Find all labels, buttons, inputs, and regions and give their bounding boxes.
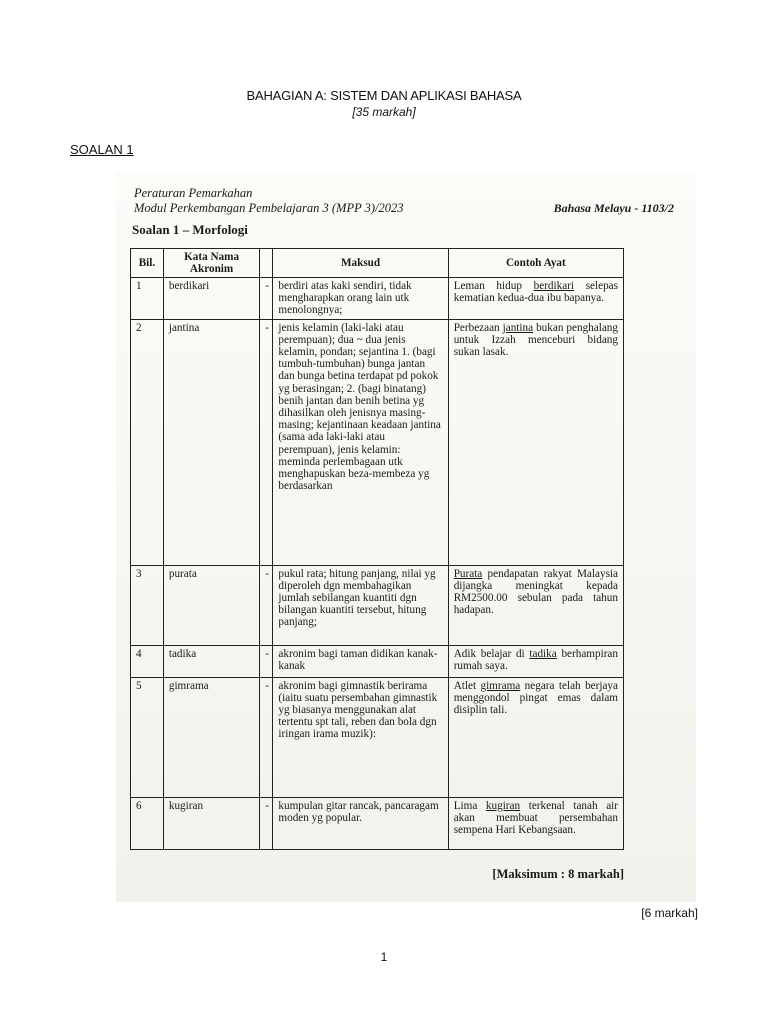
- cell-maksud: kumpulan gitar rancak, pancaragam moden yg popular.: [273, 797, 448, 849]
- table-row: [131, 565, 624, 645]
- page-title: BAHAGIAN A: SISTEM DAN APLIKASI BAHASA: [246, 88, 522, 103]
- scan-section-title: Soalan 1 – Morfologi: [132, 222, 248, 237]
- cell-kata: jantina: [163, 319, 259, 565]
- ayat-text-after: terkenal tanah air akan membuat persembahan sempena Hari Kebangsaan.: [453, 799, 618, 837]
- cell-kata: tadika: [163, 645, 259, 677]
- cell-kata: kugiran: [163, 797, 259, 849]
- cell-dash: -: [260, 645, 273, 677]
- cell-kata: purata: [163, 565, 259, 645]
- cell-ayat: [448, 645, 623, 677]
- cell-no: 2: [131, 319, 164, 565]
- ayat-text-before: Lima: [453, 799, 486, 812]
- cell-no: 3: [131, 565, 164, 645]
- column-header-kata: Kata Nama Akronim: [163, 249, 259, 278]
- ayat-keyword: gimrama: [480, 679, 521, 692]
- page-subtitle: [35 markah]: [352, 105, 416, 119]
- section-heading: SOALAN 1: [70, 142, 134, 157]
- cell-dash: -: [260, 319, 273, 565]
- answer-table: [130, 248, 624, 850]
- ayat-keyword: tadika: [529, 647, 557, 660]
- cell-dash: -: [260, 565, 273, 645]
- cell-kata: gimrama: [163, 677, 259, 797]
- ayat-text-before: Perbezaan: [453, 321, 503, 334]
- cell-no: 6: [131, 797, 164, 849]
- cell-kata: berdikari: [163, 278, 259, 320]
- cell-no: 5: [131, 677, 164, 797]
- ayat-keyword: Purata: [453, 567, 483, 580]
- cell-ayat: [448, 565, 623, 645]
- table-row: [131, 319, 624, 565]
- scan-header: [134, 186, 404, 216]
- cell-maksud: jenis kelamin (laki-laki atau perempuan); dua ~ dua jenis kelamin, pondan; sejantina 1. (bagi tumbuh-tumbuhan) bunga jantan dan bunga betina terdapat pd pokok yg berasingan; 2. (bagi binatang) benih jantan dan benih betina yg dihasilkan oleh jenisnya masing-masing; kejantinaan keadaan jantina (sama ada laki-laki atau perempuan), jenis kelamin: meminda perlembagaan utk menghapuskan beza-membeza yg berdasarkan: [273, 319, 448, 565]
- column-header-ayat: Contoh Ayat: [448, 249, 623, 278]
- table-row: [131, 677, 624, 797]
- cell-maksud: akronim bagi gimnastik berirama (iaitu suatu persembahan gimnastik yg biasanya menggunakan alat tertentu spt tali, reben dan bola dgn iringan irama muzik):: [273, 677, 448, 797]
- column-header-maksud: Maksud: [273, 249, 448, 278]
- ayat-text-after: pendapatan rakyat Malaysia dijangka meningkat kepada RM2500.00 sebulan pada tahun hadapan.: [453, 567, 618, 617]
- cell-ayat: [448, 278, 623, 320]
- ayat-text-before: Atlet: [453, 679, 481, 692]
- table-row: [131, 797, 624, 849]
- scanned-answer-sheet: [116, 172, 696, 902]
- scan-header-line1: Peraturan Pemarkahan: [134, 186, 253, 200]
- table-row: [131, 645, 624, 677]
- cell-dash: -: [260, 677, 273, 797]
- ayat-text-after: selepas kematian kedua-dua ibu bapanya.: [453, 280, 618, 305]
- cell-ayat: [448, 319, 623, 565]
- ayat-text-after: berhampiran rumah saya.: [453, 647, 618, 672]
- ayat-keyword: kugiran: [485, 799, 521, 812]
- cell-maksud: akronim bagi taman didikan kanak-kanak: [273, 645, 448, 677]
- ayat-keyword: jantina: [502, 321, 534, 334]
- maximum-marks-note: [Maksimum : 8 markah]: [492, 867, 624, 881]
- marks-label: [6 markah]: [641, 906, 698, 920]
- table-header-row: [131, 249, 624, 278]
- ayat-text-after: negara telah berjaya menggondol pingat emas dalam disiplin tali.: [453, 679, 618, 717]
- cell-ayat: [448, 677, 623, 797]
- cell-maksud: pukul rata; hitung panjang, nilai yg diperoleh dgn membahagikan jumlah sebilangan kuantiti dgn bilangan kuantiti tersebut, hitung panjang;: [273, 565, 448, 645]
- ayat-text-before: Leman hidup: [453, 280, 534, 292]
- ayat-text-after: bukan penghalang untuk Izzah menceburi bidang sukan lasak.: [453, 321, 618, 359]
- cell-maksud: berdiri atas kaki sendiri, tidak mengharapkan orang lain utk menolongnya;: [273, 278, 448, 320]
- scan-header-line2: Modul Perkembangan Pembelajaran 3 (MPP 3)/2023: [134, 201, 404, 215]
- scan-subject: Bahasa Melayu - 1103/2: [553, 201, 674, 215]
- cell-dash: -: [260, 278, 273, 320]
- page-number: 1: [380, 950, 388, 964]
- cell-no: 4: [131, 645, 164, 677]
- table-row: [131, 278, 624, 320]
- ayat-keyword: berdikari: [533, 280, 574, 292]
- column-header-no: Bil.: [131, 249, 164, 278]
- cell-ayat: [448, 797, 623, 849]
- cell-dash: -: [260, 797, 273, 849]
- ayat-text-before: Adik belajar di: [453, 647, 530, 660]
- column-header-spacer: [260, 249, 273, 278]
- cell-no: 1: [131, 278, 164, 320]
